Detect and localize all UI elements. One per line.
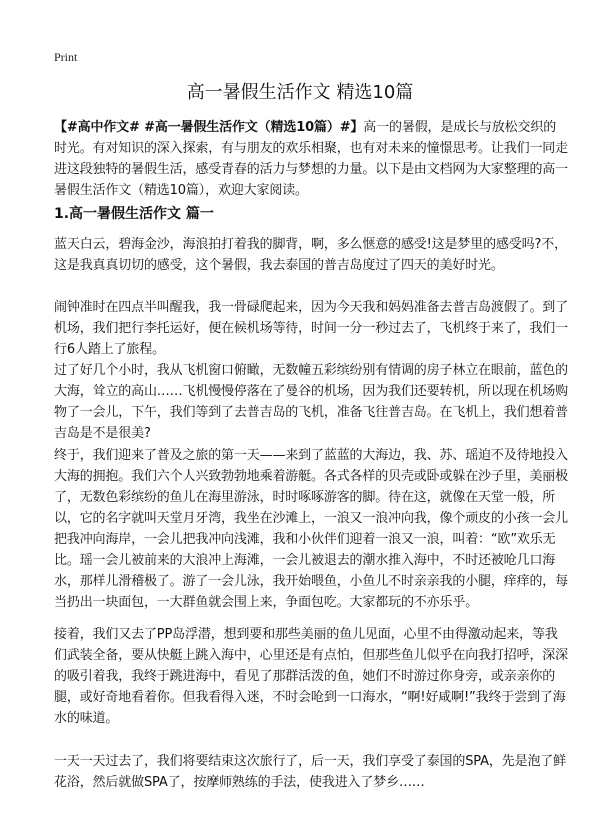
intro-tags: 【#高中作文# #高一暑假生活作文（精选10篇）#】 — [54, 120, 364, 135]
paragraph-3: 过了好几个小时，我从飞机窗口俯瞰，无数幢五彩缤纷别有情调的房子林立在眼前，蓝色的大海，耸立的高山……飞机慢慢停落在了曼谷的机场，因为我们还要转机，所以现在机场购物了一会儿，下午，我们等到了去普吉岛的飞机，准备飞往普吉岛。在飞机上，我们想着普吉岛是不是很美? — [54, 363, 569, 441]
intro-paragraph — [54, 117, 568, 201]
document-title: 高一暑假生活作文 精选10篇 — [186, 82, 414, 103]
intro-text: 高一的暑假，是成长与放松交织的时光。有对知识的深入探索，有与朋友的欢乐相聚，也有对未来的憧憬思考。让我们一同走进这段独特的暑假生活，感受青春的活力与梦想的力量。以下是由文档网为大家整理的高一暑假生活作文（精选10篇），欢迎大家阅读。 — [54, 120, 569, 198]
paragraph-5: 接着，我们又去了PP岛浮潜，想到要和那些美丽的鱼儿见面，心里不由得激动起来，等我们武装全备，要从快艇上跳入海中，心里还是有点怕，但那些鱼儿似乎在向我打招呼，深深的吸引着我，我终于跳进海中，看见了那群活泼的鱼，她们不时游过你身旁，或亲亲你的腿，或好奇地看着你。但我看得入迷，不时会呛到一口海水，“啊!好咸啊!”我终于尝到了海水的味道。 — [54, 627, 569, 726]
paragraph-6: 一天一天过去了，我们将要结束这次旅行了，后一天，我们享受了泰国的SPA，先是泡了鲜花浴，然后就做SPA了，按摩师熟练的手法，使我进入了梦乡…… — [54, 754, 567, 790]
section-heading: 1.高一暑假生活作文 篇一 — [54, 206, 214, 222]
print-label[interactable]: Print — [54, 50, 78, 64]
paragraph-2: 闹钟准时在四点半叫醒我，我一骨碌爬起来，因为今天我和妈妈准备去普吉岛渡假了。到了机场，我们把行李托运好，便在候机场等待，时间一分一秒过去了，飞机终于来了，我们一行6人踏上了旅程。 — [54, 300, 569, 357]
paragraph-1: 蓝天白云，碧海金沙，海浪拍打着我的脚背，啊，多么惬意的感受!这是梦里的感受吗?不，这是我真真切切的感受，这个暑假，我去泰国的普吉岛度过了四天的美好时光。 — [54, 237, 567, 273]
paragraph-4: 终于，我们迎来了普及之旅的第一天——来到了蓝蓝的大海边，我、苏、瑶迫不及待地投入大海的拥抱。我们六个人兴致勃勃地乘着游艇。各式各样的贝壳或卧或躲在沙子里，美丽极了，无数色彩缤纷的鱼儿在海里游泳，时时啄啄游客的脚。待在这，就像在天堂一般，所以，它的名字就叫天堂月牙湾，我坐在沙滩上，一浪又一浪冲向我，像个顽皮的小孩一会儿把我冲向海岸，一会儿把我冲向浅滩，我和小伙伴们迎着一浪又一浪，叫着：“欧”欢乐无比。瑶一会儿被前来的大浪冲上海滩，一会儿被退去的潮水推入海中，不时还被呛几口海水，那样儿滑稽极了。游了一会儿泳，我开始喂鱼，小鱼儿不时亲亲我的小腿，痒痒的，每当扔出一块面包，一大群鱼就会围上来，争面包吃。大家都玩的不亦乐乎。 — [54, 448, 569, 610]
